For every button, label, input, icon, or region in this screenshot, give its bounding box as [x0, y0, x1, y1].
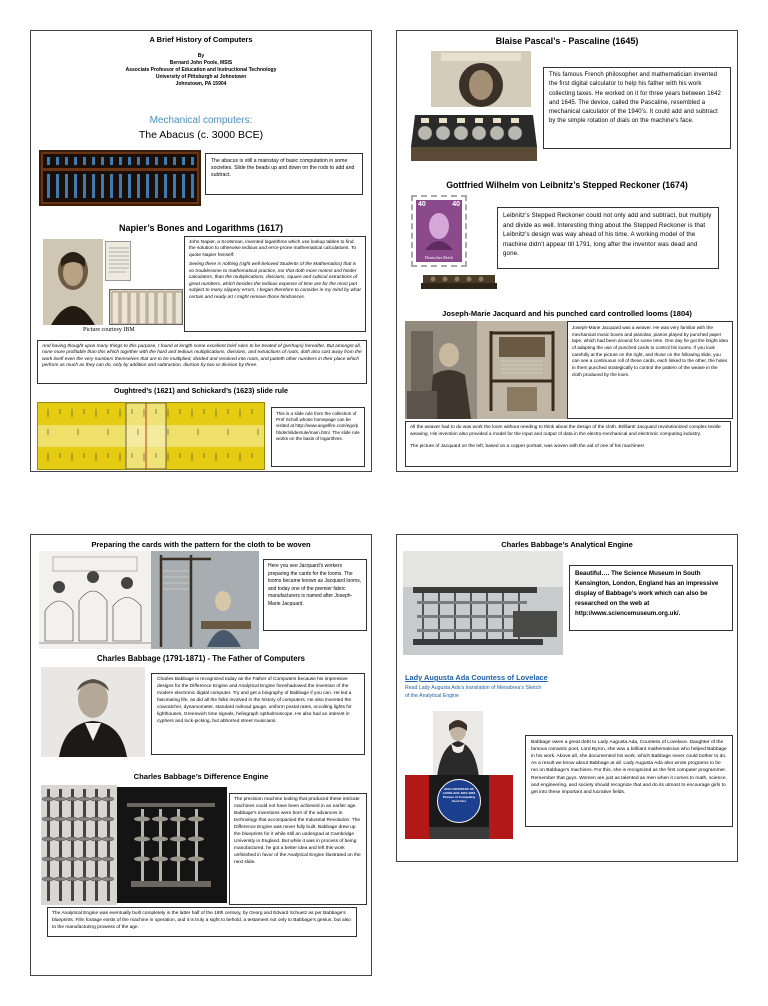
section-heading: Mechanical computers:	[149, 115, 253, 126]
pascal-heading: Blaise Pascal’s - Pascaline (1645)	[495, 36, 639, 46]
napier-bones-image	[105, 241, 131, 281]
difference-engine-description: The precision machine tooling that produced these intricate machines could not have been achieved in an earlier age. Babbage’s inventions were born of the advances in technology that accompanied the Industrial Revolution. The Difference Engine was never fully built. Babbage drew up the blueprints for it while still an undergrad at Cambridge University in England. But while it was in process of being manufactured, he got a better idea and left this work unfinished in favor of the Analytical Engine illustrated on the next slide.	[229, 793, 367, 905]
stamp-inner	[416, 200, 462, 262]
slide-rule-heading: Oughtred’s (1621) and Schickard’s (1623) slide rule	[113, 386, 289, 395]
author-university: University of Pittsburgh at Johnstown	[155, 74, 247, 80]
document-title: A Brief History of Computers	[149, 35, 253, 44]
stepped-reckoner-image	[419, 271, 499, 293]
abacus-image	[39, 150, 201, 206]
ada-portrait	[433, 711, 483, 777]
jacquard-paragraph-3: The picture of Jacquard on the left, based on a copper portrait, was woven with the aid of one of his machines!	[410, 443, 645, 449]
slide-rule-image	[37, 402, 265, 470]
stamp-value-left: 40	[418, 201, 426, 208]
blue-plaque-image	[405, 775, 513, 839]
author-name: Bernard John Poole, MSIS	[169, 60, 233, 66]
author-position: Associate Professor of Education and Instructional Technology	[125, 67, 277, 73]
author-city: Johnstown, PA 15904	[175, 81, 227, 87]
napier-quote-continued: And having thought upon many things to this purpose, I found at length some excellent brief rules to be treated of (perhaps) hereafter. But amongst all, none more profitable than this which together with the hard and tedious multiplications, divisions, and extractions of roots, doth also cast away from the work itself even the very numbers themselves that are to be multiplied, divided and resolved into roots, and putteth other numbers in their place which perform as much as they can do, only by addition and subtraction, division by two or division by three.	[37, 340, 367, 384]
card-preparation-photo	[151, 551, 259, 649]
red-curtain-left	[405, 775, 429, 839]
napier-heading: Napier’s Bones and Logarithms (1617)	[118, 223, 284, 233]
jacquard-portrait	[405, 321, 477, 419]
babbage-heading: Charles Babbage (1791-1871) - The Father of Computers	[97, 654, 305, 663]
difference-engine-image-1	[41, 785, 117, 905]
page-1	[30, 30, 372, 472]
page-2	[396, 30, 738, 472]
ada-heading[interactable]: Lady Augusta Ada Countess of Lovelace	[405, 673, 548, 682]
stamp-value-right: 40	[452, 201, 460, 208]
jacquard-paragraph-2: All the weaver had to do was work the loom without needing to think about the design of the cloth. Brilliant! Jacquard revolutionized complex textile weaving. His invention also provided a model for the input and output of data in the electro-mechanical and electronic computing industry.	[410, 425, 721, 437]
card-preparation-engraving	[39, 551, 151, 649]
pascal-portrait	[431, 51, 531, 107]
analytical-engine-heading: Charles Babbage’s Analytical Engine	[501, 540, 633, 549]
cards-heading: Preparing the cards with the pattern for the cloth to be woven	[91, 540, 311, 549]
difference-engine-image-2	[117, 787, 227, 903]
analytical-engine-description: Beautiful…. The Science Museum in South Kensington, London, England has an impressive display of Babbage’s work which can also be researched on the web at http://www.sciencemuseum.org.uk/.	[569, 565, 733, 631]
page-4	[396, 534, 738, 862]
napier-quote: Seeing there is nothing (right well-beloved Students of the Mathematics) that is so troublesome to mathematical practice, nor that doth more molest and hinder calculators, than the multiplications, divisions, square and cubical extractions of great numbers, which besides the tedious expense of time are for the most part subject to many slippery errors, I began therefore to consider in my mind by what certain and ready art I might remove those hindrances.	[189, 262, 361, 300]
napier-portrait	[43, 239, 103, 325]
jacquard-description-2	[405, 421, 731, 467]
pascaline-machine	[409, 107, 539, 163]
napier-image-caption: Picture courtesy IBM	[83, 327, 135, 333]
napier-description	[184, 236, 366, 332]
plaque-text: ADA COUNTESS OF LOVELACE 1815-1852 Pioneer of Computing lived here	[442, 787, 476, 803]
leibniz-stamp	[411, 195, 467, 267]
author-block	[31, 53, 371, 88]
ada-description: Babbage owes a great debt to Lady Augusta Ada, Countess of Lovelace. Daughter of the famous romantic poet, Lord Byron, she was a brilliant mathematician who helped Babbage in his work. Above all, she documented his work, which Babbage never could bother to do. As a result we know about Babbage at all. Lady Augusta Ada also wrote programs to be run on Babbage’s machines. For this, she is recognized as the first computer programmer. Remember that guys. Women are just as talented as men when it comes to math, science, and engineering, and society should recognize that and do its utmost to encourage girls to get into these important and lucrative fields.	[525, 735, 733, 827]
jacquard-description: Joseph-Marie Jacquard was a weaver. He was very familiar with the mechanical music boxes and pianolas, pianos played by punched paper tape, which had been around for some time. One day he got the bright idea of adapting the use of punched cards to control his looms. If you look carefully at the picture on the right, and those on the following slide, you can see a continuous roll of these cards, each linked to the other, the holes in them punched strategically to control the pattern of the weave in the cloth produced by the loom.	[567, 321, 733, 419]
leibniz-description: Leibnitz’s Stepped Reckoner could not only add and subtract, but multiply and divide as well. Interesting thing about the Stepped Reckoner is that Leibnitz’s design was way ahead of his time. A working model of the machine didn’t appear till 1791, long after the inventor was dead and gone.	[497, 207, 719, 269]
napier-rods-image	[109, 289, 183, 325]
difference-engine-heading: Charles Babbage’s Difference Engine	[133, 772, 269, 781]
babbage-portrait	[41, 667, 145, 757]
napier-intro: John Napier, a Scotsman, invented logarithms which use lookup tables to find the solution to otherwise tedious and error-prone mathematical calculations. To quote Napier himself:	[189, 240, 357, 258]
byline: By	[197, 53, 205, 59]
page-3	[30, 534, 372, 976]
pascal-description: This famous French philosopher and mathematician invented the first digital calculator to help his father with his work collecting taxes. He worked on it for three years between 1642 and 1645. The device, called the Pascaline, resembled a mechanical calculator of the 1940’s. It could add and subtract by the simple rotation of dials on the machine’s face.	[543, 67, 731, 149]
babbage-description: Charles Babbage is recognized today as the Father of Computers because his impressive designs for the Difference Engine and Analytical Engine foreshadowed the invention of the modern electronic digital computer. Try and get a biography of Babbage if you can. He led a fascinating life, as did all the folks involved in the history of computers. He also invented the cowcatcher, dynamometer, standard railroad gauge, uniform postal rates, occulting lights for lighthouses, Greenwich time signals, heliograph opthalmoscope. He also had an interest in cyphers and lock-picking, but abhorred street musicians.	[151, 673, 365, 755]
stamp-country-text: Deutsches Reich	[424, 255, 454, 260]
jacquard-loom-image	[477, 321, 567, 419]
analytical-engine-built-note: The Analytical Engine was eventually built completely in the latter half of the 19th century, by Georg and Edvard Schuetz as per Babbage’s blueprints. Film footage exists of the machine in operation, and it is truly a sight to behold, a testament not only to Babbage’s genius, but also to the manufacturing prowess of the age.	[47, 907, 357, 937]
analytical-engine-photo	[403, 551, 563, 655]
cards-description: Here you see Jacquard’s workers preparing the cards for the looms. The looms became known as Jacquard looms, and today one of the premier fabric manufacturers is named after Joseph-Marie Jacquard.	[263, 559, 367, 631]
slide-rule-description: This is a slide rule from the collection of Prof Scholl whose homepage can be visited at http://www.angelfire.com/ego/p hbder/slidesrule/main.html. The slide rule works on the basis of logarithms.	[271, 407, 365, 467]
abacus-heading: The Abacus (c. 3000 BCE)	[138, 129, 264, 141]
ada-translation-link[interactable]: Read Lady Augusta Ada’s translation of Menabrea’s Sketch of the Analytical Engine	[405, 685, 542, 699]
leibniz-heading: Gottfried Wilhelm von Leibnitz’s Stepped Reckoner (1674)	[446, 180, 688, 190]
plaque	[437, 779, 481, 823]
abacus-description: The abacus is still a mainstay of basic computation in some societies. Slide the beads up and down on the rods to add and subtract.	[205, 153, 363, 195]
stage-floor	[429, 827, 489, 839]
jacquard-heading: Joseph-Marie Jacquard and his punched card controlled looms (1804)	[442, 309, 692, 318]
red-curtain-right	[489, 775, 513, 839]
